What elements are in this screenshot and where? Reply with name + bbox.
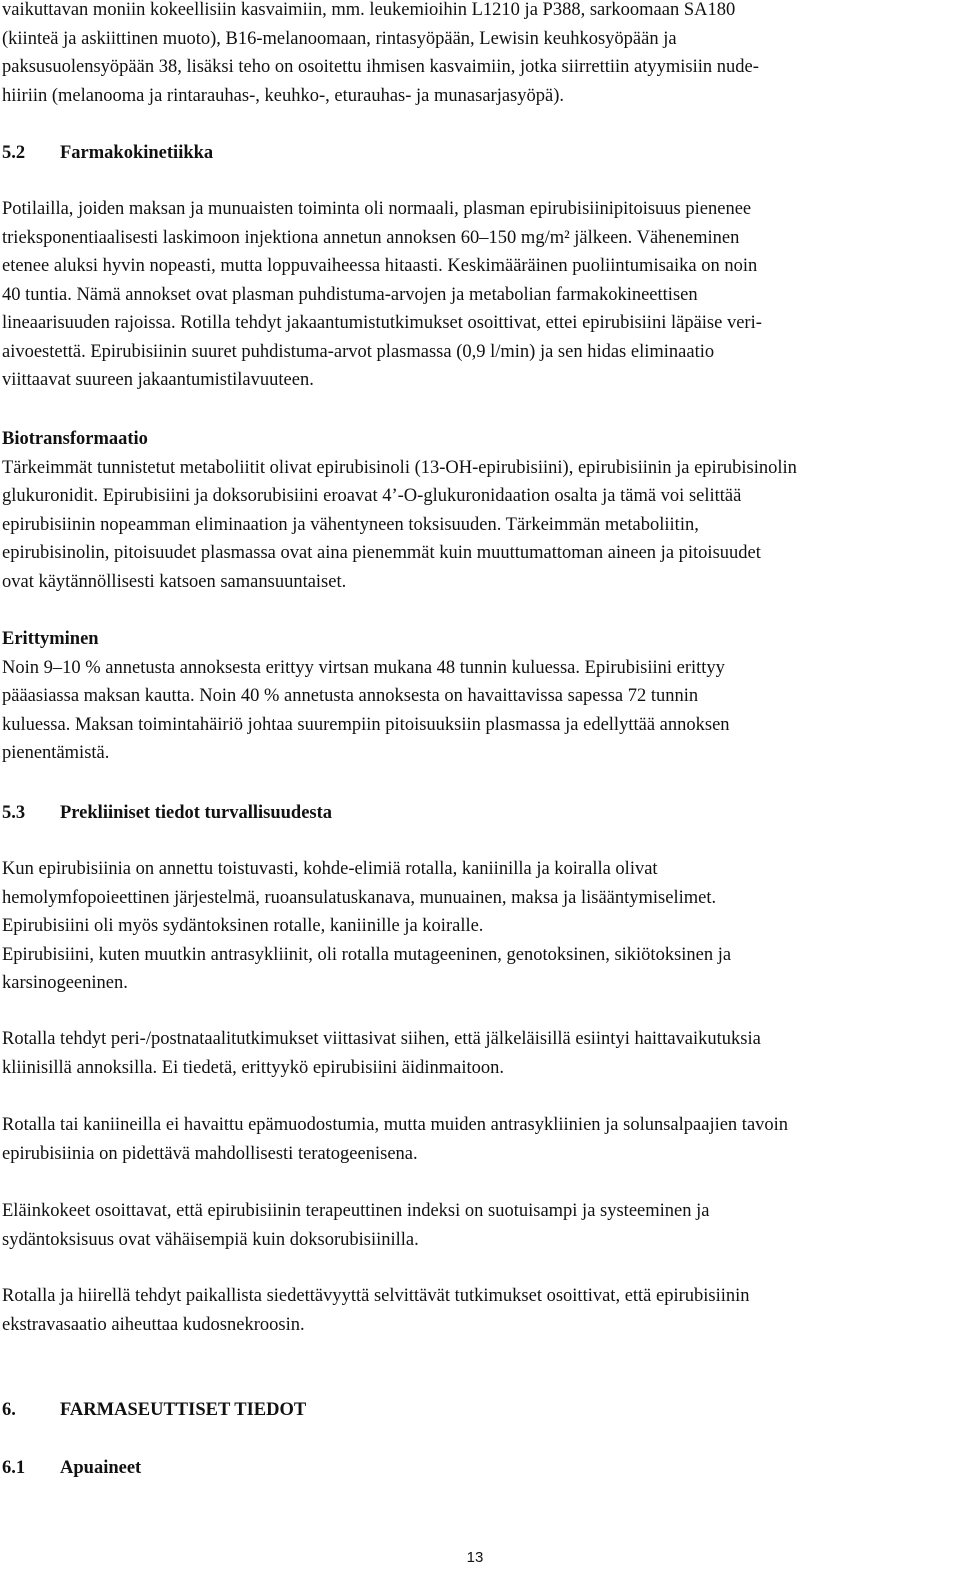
text-line: lineaarisuuden rajoissa. Rotilla tehdyt jakaantumistutkimukset osoittivat, ettei epirubisiini läpäise veri-	[2, 313, 762, 333]
section-heading-6	[2, 1396, 306, 1425]
text-line: Epirubisiini, kuten muutkin antrasykliinit, oli rotalla mutageeninen, genotoksinen, sikiötoksinen ja	[2, 944, 732, 965]
text-line: paksusuolensyöpään 38, lisäksi teho on osoitettu ihmisen kasvaimiin, jotka siirrettiin atyymisiin nude-	[2, 57, 759, 77]
text-line: Epirubisiini oli myös sydäntoksinen rotalle, kaniinille ja koiralle.	[2, 916, 484, 936]
text-line: Rotalla tai kaniineilla ei havaittu epämuodostumia, mutta muiden antrasykliinien ja solunsalpaajien tavoin	[2, 1115, 789, 1135]
text-line: epirubisiinia on pidettävä mahdollisesti teratogeenisena.	[2, 1143, 418, 1164]
text-line: pienentämistä.	[2, 743, 110, 763]
page-number: 13	[466, 1549, 484, 1566]
section-title: FARMASEUTTISET TIEDOT	[60, 1400, 307, 1420]
preclinical-paragraph	[2, 1282, 952, 1339]
section-title: Farmakokinetiikka	[60, 143, 214, 163]
text-line: sydäntoksisuus ovat vähäisempiä kuin doksorubisiinilla.	[2, 1229, 419, 1250]
section-number: 5.3	[2, 803, 26, 823]
text-line: Rotalla ja hiirellä tehdyt paikallista siedettävyyttä selvittävät tutkimukset osoittivat, että epirubisiinin	[2, 1286, 750, 1306]
pharmacokinetics-paragraph	[2, 195, 952, 395]
section-number: 6.1	[2, 1458, 26, 1478]
text-line: kuluessa. Maksan toimintahäiriö johtaa suurempiin pitoisuuksiin plasmassa ja edellyttää annoksen	[2, 714, 730, 735]
section-heading-6-1	[2, 1454, 141, 1483]
text-line: Potilailla, joiden maksan ja munuaisten toiminta oli normaali, plasman epirubisiinipitoisuus pienenee	[2, 199, 752, 219]
text-line: glukuronidit. Epirubisiini ja doksorubisiini eroavat 4’-O-glukuronidaation osalta ja tämä voi selittää	[2, 486, 742, 506]
text-line: epirubisiinin nopeamman eliminaation ja vähentyneen toksisuuden. Tärkeimmän metaboliitin,	[2, 514, 699, 535]
text-line: kliinisillä annoksilla. Ei tiedetä, erittyykö epirubisiini äidinmaitoon.	[2, 1057, 504, 1078]
text-line: 40 tuntia. Nämä annokset ovat plasman puhdistuma-arvojen ja metabolian farmakokineettisen	[2, 284, 698, 305]
text-line: vaikuttavan moniin kokeellisiin kasvaimiin, mm. leukemioihin L1210 ja P388, sarkoomaan SA180	[2, 0, 736, 20]
text-line: Tärkeimmät tunnistetut metaboliitit olivat epirubisinoli (13-OH-epirubisiini), epirubisiinin ja epirubisinolin	[2, 457, 797, 478]
subsection-title: Erittyminen	[2, 629, 99, 649]
text-line: epirubisinolin, pitoisuudet plasmassa ovat aina pienemmät kuin muuttumattoman aineen ja pitoisuudet	[2, 543, 761, 563]
text-line: pääasiassa maksan kautta. Noin 40 % annetusta annoksesta on havaittavissa sapessa 72 tunnin	[2, 686, 699, 706]
text-line: Kun epirubisiinia on annettu toistuvasti, kohde-elimiä rotalla, kaniinilla ja koiralla olivat	[2, 859, 658, 879]
section-number: 5.2	[2, 143, 26, 163]
text-line: trieksponentiaalisesti laskimoon injektiona annetun annoksen 60–150 mg/m² jälkeen. Väheneminen	[2, 227, 740, 248]
section-title: Prekliiniset tiedot turvallisuudesta	[60, 803, 333, 823]
text-line: hiiriin (melanooma ja rintarauhas-, keuhko-, eturauhas- ja munasarjasyöpä).	[2, 85, 564, 106]
preclinical-paragraph	[2, 855, 952, 998]
text-line: karsinogeeninen.	[2, 973, 128, 993]
biotransformation-section	[2, 425, 952, 596]
text-line: aivoestettä. Epirubisiinin suuret puhdistuma-arvot plasmassa (0,9 l/min) ja sen hidas eliminaatio	[2, 341, 715, 362]
text-line: ekstravasaatio aiheuttaa kudosnekroosin.	[2, 1314, 305, 1335]
text-line: hemolymfopoieettinen järjestelmä, ruoansulatuskanava, munuainen, maksa ja lisääntymiselimet.	[2, 887, 717, 908]
text-line: etenee aluksi hyvin nopeasti, mutta loppuvaiheessa hitaasti. Keskimääräinen puoliintumisaika on noin	[2, 256, 758, 276]
text-line: (kiinteä ja askiittinen muoto), B16-melanoomaan, rintasyöpään, Lewisin keuhkosyöpään ja	[2, 28, 677, 49]
section-number: 6.	[2, 1400, 16, 1420]
text-line: Rotalla tehdyt peri-/postnataalitutkimukset viittasivat siihen, että jälkeläisillä esiintyi haittavaikutuksia	[2, 1029, 761, 1049]
preclinical-paragraph	[2, 1025, 952, 1082]
text-line: Eläinkokeet osoittavat, että epirubisiinin terapeuttinen indeksi on suotuisampi ja systeeminen ja	[2, 1201, 710, 1221]
preclinical-paragraph	[2, 1197, 952, 1254]
text-line: viittaavat suureen jakaantumistilavuuteen.	[2, 370, 314, 390]
section-heading-5-3	[2, 799, 332, 828]
excretion-section	[2, 625, 952, 768]
subsection-title: Biotransformaatio	[2, 429, 148, 449]
text-line: Noin 9–10 % annetusta annoksesta erittyy virtsan mukana 48 tunnin kuluessa. Epirubisiini erittyy	[2, 657, 725, 678]
section-title: Apuaineet	[60, 1458, 142, 1478]
preclinical-paragraph	[2, 1111, 952, 1168]
text-line: ovat käytännöllisesti katsoen samansuuntaiset.	[2, 571, 347, 592]
section-heading-5-2	[2, 139, 213, 168]
intro-paragraph	[2, 0, 952, 110]
